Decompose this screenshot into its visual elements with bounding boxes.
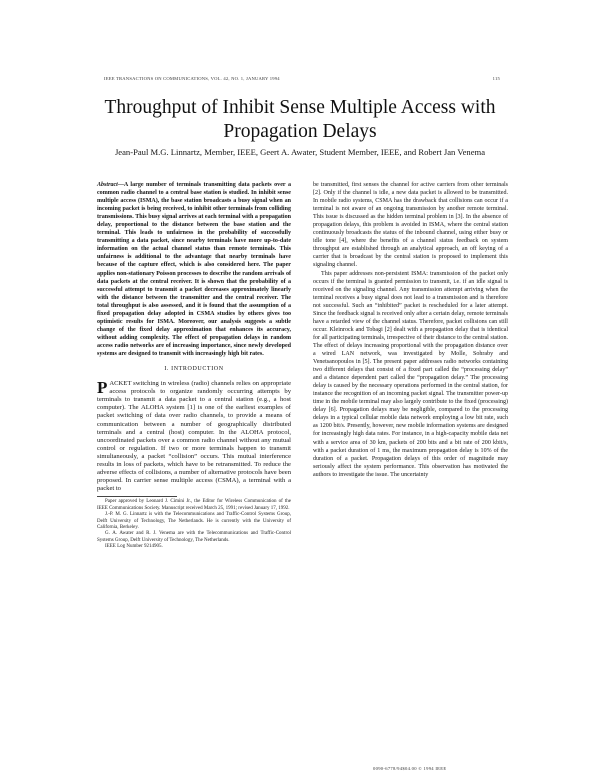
right-paragraph-2: This paper addresses non-persistent ISMA: transmission of the packet only occurs if the terminal is granted permission to transmit, i.e. if an idle signal is received on the signaling channel. Any transmission attempt arriving when the terminal receives a busy signal does not lead to a transmission and is therefore not successful. Such an “inhibited” packet is rescheduled for a later attempt. Since the feedback signal is received only after a certain delay, remote terminals have a retarded view of the channel status. Therefore, packet collisions can still occur. Kleinrock and Tobagi [2] dealt with a propagation delay that is identical for all participating terminals, irrespective of their distance to the central station. The effect of delays increasing proportional with the propagation distance over a wired LAN network, was investigated by Molle, Sohraby and Venetsanopoulos in [5]. The present paper addresses radio networks containing two different delays that consist of a fixed part called the “processing delay” and a distance dependent part called the “propagation delay.” The processing delay is caused by the necessary operations performed in the central station, for instance the recognition of an incoming packet signal. The transmitter power-up time in the mobile terminal may also largely contribute to the fixed (processing) delay [6]. Propagation delays may be negligible, compared to the processing delays in a typical cellular mobile data network employing a low bit rate, such as 1200 bit/s. Presently, however, new mobile information systems are designed for increasingly high data rates. For instance, in a high-capacity mobile data net with a service area of 30 km, packets of 200 bits and a bit rate of 200 kbit/s, with a packet duration of 1 ms, the maximum propagation delay is 10% of the duration of a packet. Propagation delays of this order of magnitude may seriously affect the system performance. This observation has motivated the authors to investigate the issue. The uncertainty xyxy=(313,270,508,478)
drop-cap: P xyxy=(97,378,108,398)
intro-paragraph xyxy=(97,380,291,493)
left-column xyxy=(97,181,291,551)
footnote-linnartz: J.-P. M. G. Linnartz is with the Telecommunications and Traffic-Control Systems Group, Delft University of Technology, The Netherlands. He is currently with the University of California, Berkeley. xyxy=(97,512,291,531)
abstract xyxy=(97,181,291,358)
paper-title: Throughput of Inhibit Sense Multiple Access with Propagation Delays xyxy=(104,97,496,142)
abstract-label: Abstract— xyxy=(97,182,124,188)
footnote-awater: G. A. Awater and R. J. Venema are with the Telecommunications and Traffic-Control Systems Group, Delft University of Technology, The Netherlands. xyxy=(97,531,291,543)
right-paragraph-1: be transmitted, first senses the channel for active carriers from other terminals [2]. Only if the channel is idle, a new data packet is allowed to be transmitted. In mobile radio systems, CSMA has the drawback that collisions can occur if a terminal is not aware of an ongoing transmission by another remote terminal. This issue is discussed as the hidden terminal problem in [3]. In the absence of propagation delays, this problem is avoided in ISMA, where the central station continuously broadcasts the status of the inbound channel, using either busy or idle tone [4], where the benefits of a channel status feedback on system throughput are established through an analytical approach, an off keying of a carrier that is broadcast by the central station is proposed to implement this signaling channel. xyxy=(313,182,508,269)
section-heading: I. INTRODUCTION xyxy=(164,366,224,373)
running-header xyxy=(104,76,500,81)
abstract-text: A large number of terminals transmitting data packets over a common radio channel to a central base station is studied. In inhibit sense multiple access (ISMA), the base station broadcasts a busy signal when an incoming packet is being received, to inhibit other terminals from colliding transmissions. This busy signal arrives at each terminal with a propagation delay, proportional to the distance between the base station and the terminal. This leads to unfairness in the probability of successfully transmitting a data packet, since nearby terminals have more up-to-date information on the actual channel status than remote terminals. This unfairness is additional to the advantage that nearby terminals have because of the capture effect, which is also considered here. The paper applies non-stationary Poisson processes to describe the random arrivals of data packets at the central receiver. It is shown that the probability of a successful attempt to transmit a packet decreases approximately linearly with the distance between the transmitter and the central receiver. The total throughput is also assessed, and it is found that the assumption of a fixed propagation delay adopted in CSMA studies by others gives too optimistic results for ISMA. Moreover, our analysis suggests a subtle change of the fixed delay approximation that enhances its accuracy, without adding complexity. The effect of propagation delays in random access radio networks are of increasing importance, since newly developed systems are designed to transmit with increasingly high bit rates. xyxy=(97,182,291,357)
author-line: Jean-Paul M.G. Linnartz, Member, IEEE, Geert A. Awater, Student Member, IEEE, and Robert Jan Venema xyxy=(114,147,486,157)
copyright-line: 0090-6778/94$04.00 © 1994 IEEE xyxy=(373,766,447,771)
footnote-ieee-log: IEEE Log Number 9214905. xyxy=(105,544,163,550)
page-number: 115 xyxy=(492,76,500,81)
footnote-rule xyxy=(97,496,177,497)
intro-text: ACKET switching in wireless (radio) channels relies on appropriate access protocols to organize randomly occurring attempts by terminals to transmit a data packet to a central station (e.g., a host computer). The ALOHA system [1] is one of the earliest examples of packet switching of data over radio channels, to provide a means of communication between a number of geographically distributed terminals and a central (host) computer. In the ALOHA protocol, uncoordinated packets over a common radio channel without any mutual control or regulation. If two or more terminals happen to transmit simultaneously, a packet “collision” occurs. This mutual interference results in loss of packets, which have to be retransmitted. To reduce the adverse effects of collisions, a number of alternative protocols have been proposed. In carrier sense multiple access (CSMA), a terminal with a packet to xyxy=(97,380,291,493)
footnote-received: Paper approved by Leonard J. Cimini Jr., the Editor for Wireless Communication of the IEEE Communications Society. Manuscript received March 25, 1991; revised January 17, 1992. xyxy=(97,499,291,511)
right-column xyxy=(313,181,508,479)
footnote xyxy=(97,499,291,550)
journal-name: IEEE TRANSACTIONS ON COMMUNICATIONS, VOL. 42, NO. 1, JANUARY 1994 xyxy=(104,76,280,81)
